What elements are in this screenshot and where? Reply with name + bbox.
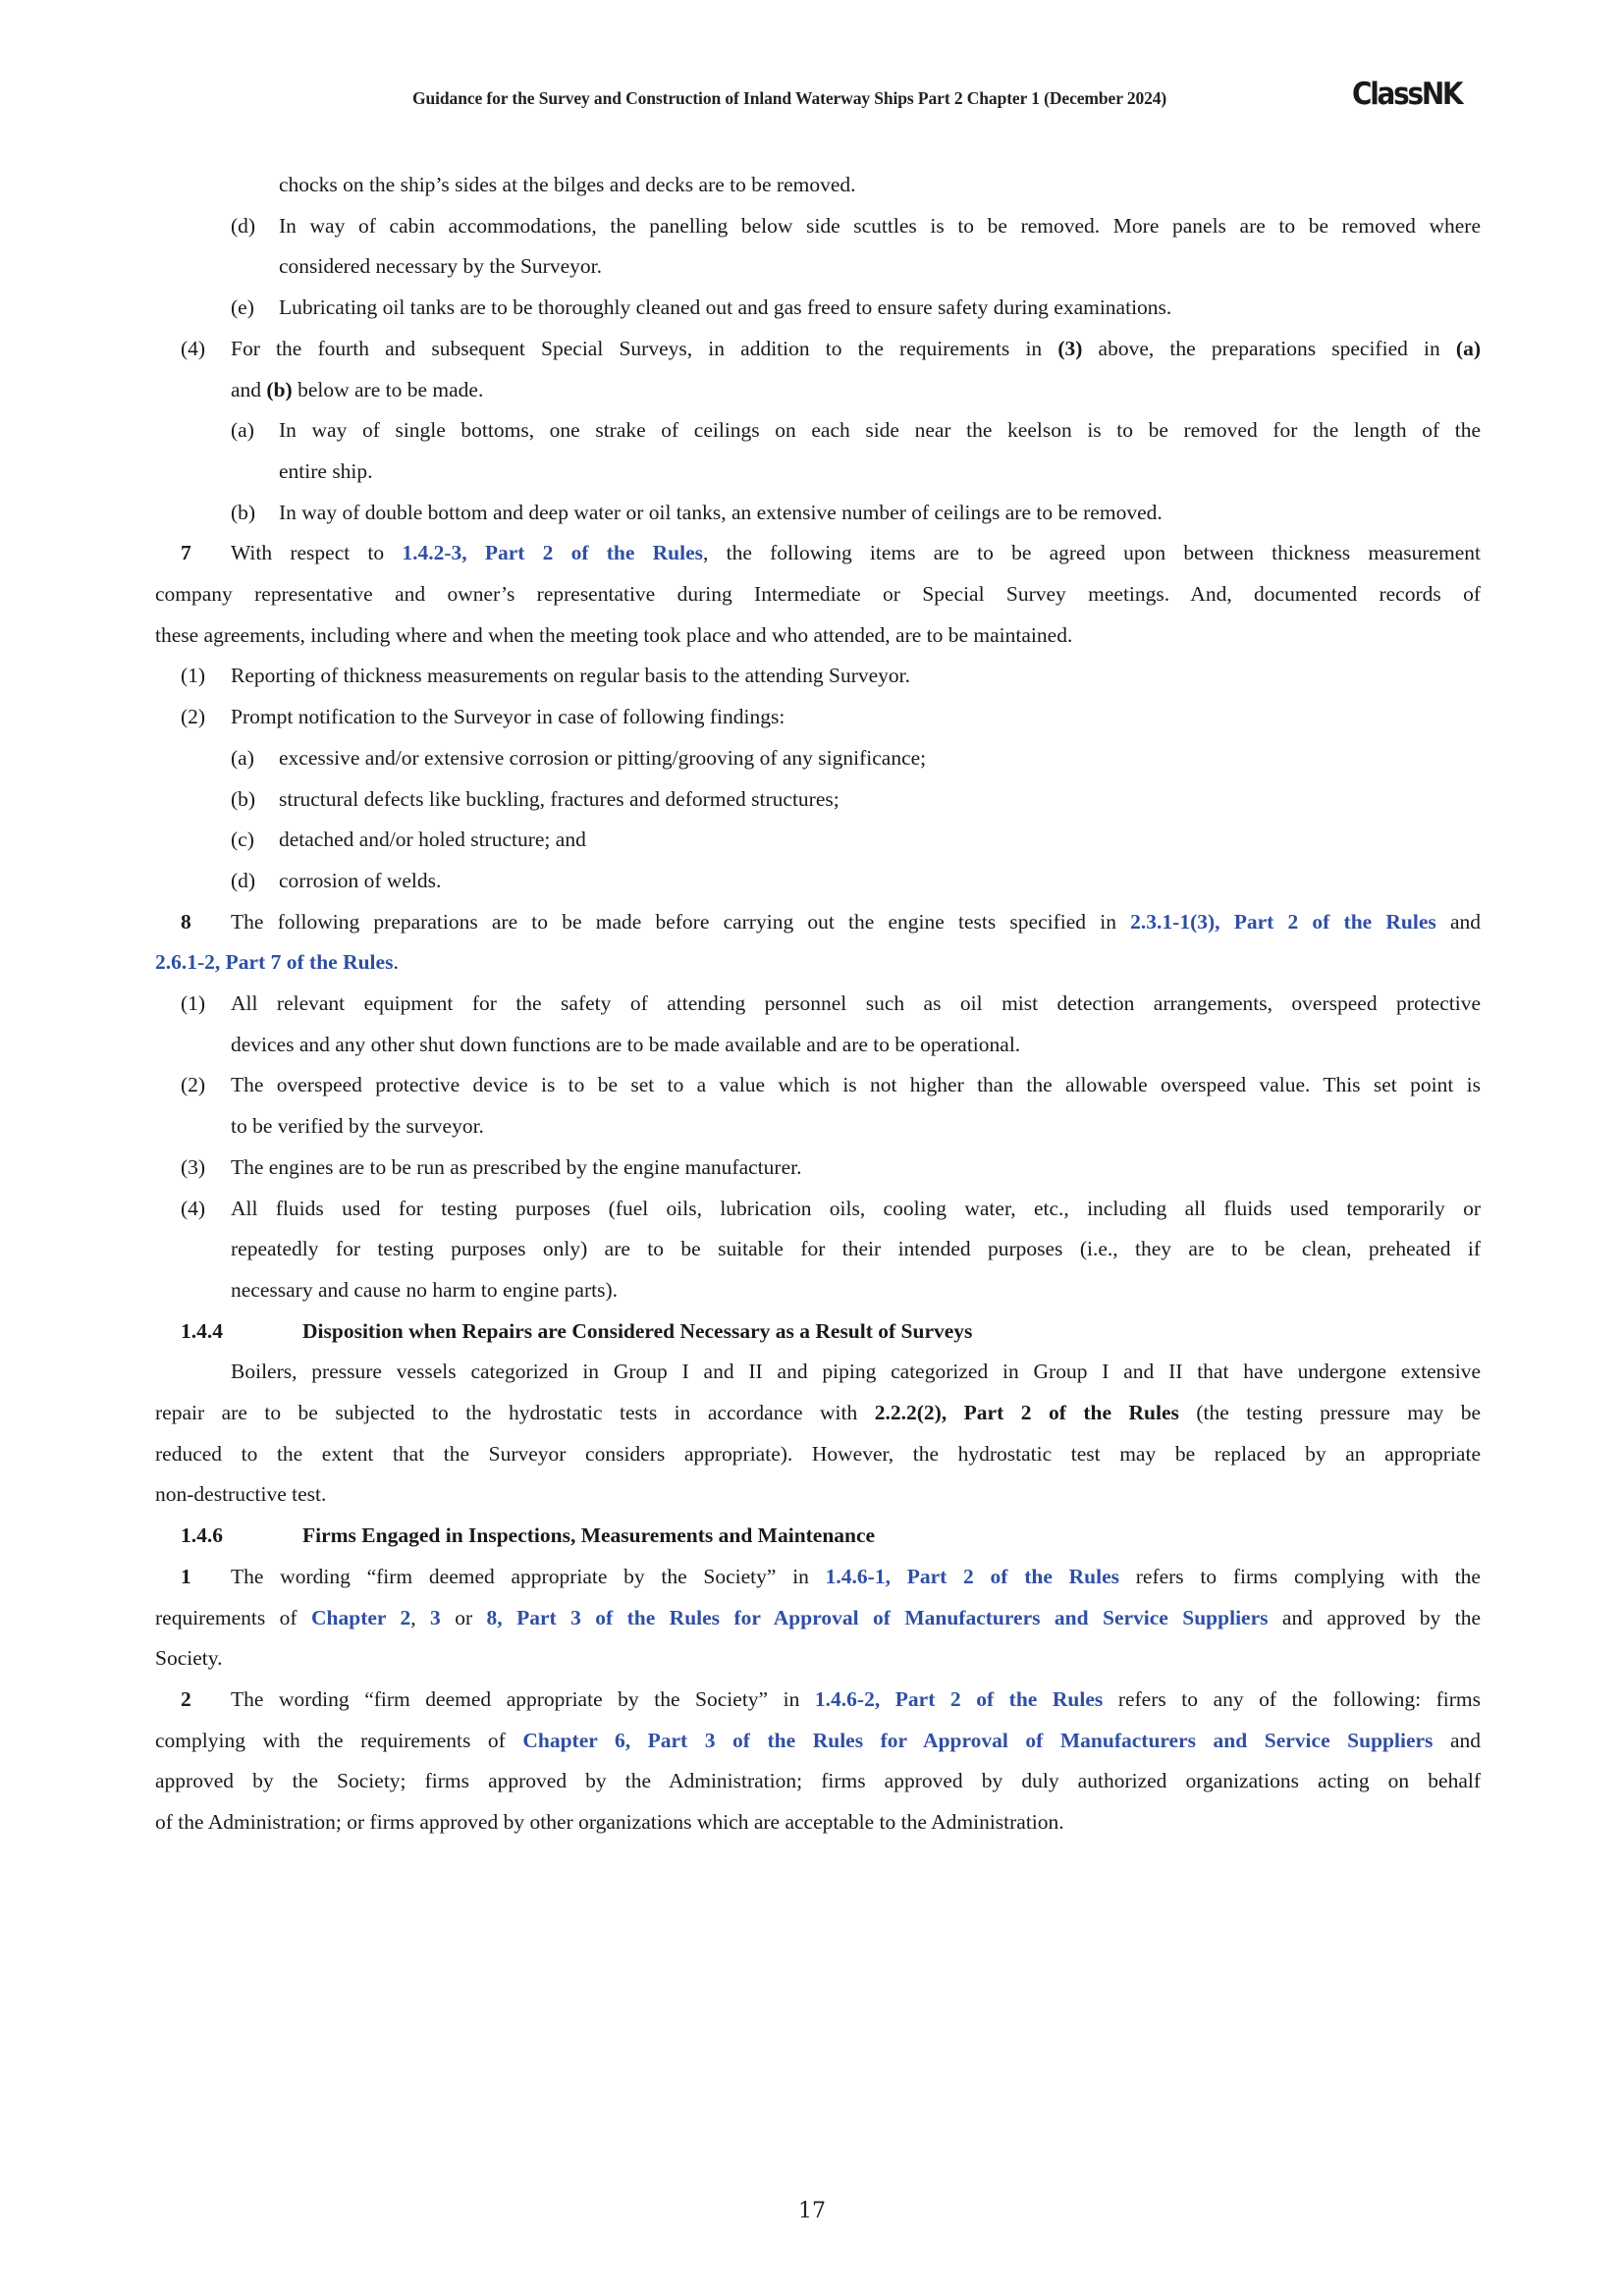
text-line <box>279 251 602 281</box>
text-line <box>302 1521 875 1550</box>
rule-reference-link[interactable]: 1.4.2-3, Part 2 of the Rules <box>402 541 704 565</box>
text-run: non-destructive test. <box>155 1482 327 1507</box>
text-run: In way of double bottom and deep water or oil tanks, an extensive number of ceilings are to be removed. <box>279 500 1163 524</box>
text-line <box>231 1070 1481 1099</box>
text-run: For the fourth and subsequent Special Surveys, in addition to the requirements in <box>231 336 1058 360</box>
text-line <box>155 1603 1481 1632</box>
bold-text: 2.2.2(2), Part 2 of the Rules <box>874 1401 1179 1424</box>
rule-reference-link[interactable]: 2.6.1-2, Part 7 of the Rules <box>155 950 394 975</box>
text-run: chocks on the ship’s sides at the bilges and decks are to be removed. <box>279 173 856 196</box>
bold-text: (a) <box>1455 336 1481 360</box>
text-line <box>231 1562 1481 1591</box>
text-run: detached and/or holed structure; and <box>279 828 586 852</box>
text-line <box>279 784 839 814</box>
list-label: 7 <box>181 541 191 565</box>
list-label: (4) <box>181 1196 206 1220</box>
text-run: (the testing pressure may be <box>1178 1401 1481 1424</box>
bold-text: (3) <box>1057 336 1083 360</box>
text-line <box>279 293 1171 322</box>
text-run: to be verified by the surveyor. <box>231 1114 484 1139</box>
list-label: (4) <box>181 336 206 360</box>
text-line <box>279 211 1481 240</box>
rule-reference-link[interactable]: 1.4.6-1, Part 2 of the Rules <box>825 1564 1119 1588</box>
text-line <box>231 1275 618 1305</box>
text-run: excessive and/or extensive corrosion or pitting/grooving of any significance; <box>279 745 927 770</box>
page-number: 17 <box>798 2199 826 2223</box>
text-run: requirements of <box>155 1605 311 1629</box>
text-run: devices and any other shut down functions are to be made available and are to be operational. <box>231 1032 1021 1056</box>
list-label: (2) <box>181 705 206 729</box>
text-line <box>231 1684 1481 1714</box>
text-run: , the following items are to be agreed upon between thickness measurement <box>703 541 1481 565</box>
text-line <box>155 1726 1481 1755</box>
text-line <box>279 498 1163 527</box>
rule-reference-link[interactable]: Chapter 2 <box>311 1605 411 1629</box>
text-run: or <box>440 1605 487 1629</box>
list-label: (1) <box>181 664 206 688</box>
text-line <box>155 1807 1064 1837</box>
text-line <box>279 456 373 486</box>
text-run: above, the preparations specified in <box>1082 336 1456 360</box>
text-run: of the Administration; or firms approved by other organizations which are acceptable to the Administration. <box>155 1810 1064 1834</box>
list-label: (a) <box>231 745 254 770</box>
text-run: complying with the requirements of <box>155 1728 523 1752</box>
list-label: 1 <box>181 1564 191 1588</box>
text-run: Society. <box>155 1646 223 1671</box>
list-label: (e) <box>231 295 254 320</box>
text-run: With respect to <box>231 541 403 565</box>
text-line <box>231 1357 1481 1386</box>
text-run: considered necessary by the Surveyor. <box>279 254 602 279</box>
text-run: repeatedly for testing purposes only) are to be suitable for their intended purposes (i.e., they are to be clean, preheated if <box>231 1237 1481 1261</box>
text-line <box>231 1111 484 1141</box>
text-run: In way of cabin accommodations, the panelling below side scuttles is to be removed. More panels are to be removed where <box>279 213 1481 238</box>
text-run: structural defects like buckling, fractures and deformed structures; <box>279 786 839 811</box>
list-label: (1) <box>181 991 206 1015</box>
text-line <box>231 1152 801 1182</box>
text-run: . <box>393 950 399 975</box>
text-line <box>231 1234 1481 1263</box>
list-label: (d) <box>231 213 256 238</box>
list-label: (2) <box>181 1073 206 1097</box>
bold-text: (b) <box>266 377 293 401</box>
text-run: and <box>231 377 267 401</box>
text-line <box>231 661 910 690</box>
text-line <box>279 170 856 199</box>
text-run: company representative and owner’s representative during Intermediate or Special Survey meetings. And, documented records of <box>155 582 1481 606</box>
text-line <box>155 1643 222 1673</box>
text-run: refers to firms complying with the <box>1118 1564 1481 1588</box>
text-run: and <box>1435 909 1481 934</box>
text-line <box>155 579 1481 609</box>
list-label: (a) <box>231 418 254 443</box>
text-line <box>231 702 785 731</box>
text-run: entire ship. <box>279 458 373 483</box>
classnk-logo: ClassNK <box>1352 77 1462 112</box>
bold-text: Disposition when Repairs are Considered Necessary as a Result of Surveys <box>302 1318 973 1343</box>
bold-text: Firms Engaged in Inspections, Measurements and Maintenance <box>302 1523 876 1548</box>
list-label: (b) <box>231 786 256 811</box>
text-run: and approved by the <box>1268 1605 1481 1629</box>
text-run: corrosion of welds. <box>279 868 442 892</box>
text-run: The overspeed protective device is to be set to a value which is not higher than the allowable overspeed value. This set point is <box>231 1073 1481 1097</box>
text-line <box>155 1479 326 1509</box>
rule-reference-link[interactable]: 8, Part 3 of the Rules for Approval of Manufacturers and Service Suppliers <box>486 1605 1269 1629</box>
text-run: below are to be made. <box>292 377 484 401</box>
text-line <box>155 1439 1481 1468</box>
list-label: 2 <box>181 1686 191 1711</box>
list-label: (c) <box>231 828 254 852</box>
text-line <box>279 866 441 895</box>
text-run: and <box>1433 1728 1481 1752</box>
text-run: Prompt notification to the Surveyor in case of following findings: <box>231 705 785 729</box>
list-label: (3) <box>181 1154 206 1179</box>
list-label: (d) <box>231 868 256 892</box>
text-line <box>231 1194 1481 1223</box>
text-run: repair are to be subjected to the hydrostatic tests in accordance with <box>155 1401 875 1424</box>
text-run: Lubricating oil tanks are to be thoroughly cleaned out and gas freed to ensure safety during examinations. <box>279 295 1172 320</box>
text-run: Boilers, pressure vessels categorized in Group I and II and piping categorized in Group I and II that have undergone extensive <box>231 1360 1481 1384</box>
rule-reference-link[interactable]: 2.3.1-1(3), Part 2 of the Rules <box>1130 909 1436 934</box>
text-run: , <box>410 1605 431 1629</box>
text-line <box>155 1766 1481 1795</box>
text-run: approved by the Society; firms approved by the Administration; firms approved by duly authorized organizations acting on behalf <box>155 1769 1481 1793</box>
page-header-title: Guidance for the Survey and Construction of Inland Waterway Ships Part 2 Chapter 1 (December 2024) <box>412 88 1167 108</box>
text-run: necessary and cause no harm to engine parts). <box>231 1277 619 1302</box>
text-line <box>302 1316 972 1346</box>
list-label: (b) <box>231 500 256 524</box>
text-line <box>231 988 1481 1018</box>
text-run: The engines are to be run as prescribed by the engine manufacturer. <box>231 1154 802 1179</box>
text-run: All relevant equipment for the safety of attending personnel such as oil mist detection arrangements, overspeed protective <box>231 991 1481 1015</box>
text-run: The wording “firm deemed appropriate by the Society” in <box>231 1686 815 1711</box>
text-run: The wording “firm deemed appropriate by the Society” in <box>231 1564 826 1588</box>
text-line <box>155 620 1072 650</box>
text-run: these agreements, including where and when the meeting took place and who attended, are to be maintained. <box>155 622 1073 647</box>
text-run: All fluids used for testing purposes (fuel oils, lubrication oils, cooling water, etc., including all fluids used temporarily or <box>231 1196 1481 1220</box>
text-line <box>231 334 1481 363</box>
text-line <box>231 907 1481 936</box>
rule-reference-link[interactable]: 1.4.6-2, Part 2 of the Rules <box>814 1686 1104 1711</box>
list-label: 1.4.4 <box>181 1318 223 1343</box>
text-line <box>279 825 586 854</box>
text-line <box>155 947 399 977</box>
text-line <box>279 743 926 773</box>
list-label: 1.4.6 <box>181 1523 223 1548</box>
text-run: In way of single bottoms, one strake of ceilings on each side near the keelson is to be removed for the length of the <box>279 418 1481 443</box>
list-label: 8 <box>181 909 191 934</box>
text-line <box>231 1030 1020 1059</box>
text-run: Reporting of thickness measurements on regular basis to the attending Surveyor. <box>231 664 911 688</box>
rule-reference-link[interactable]: Chapter 6, Part 3 of the Rules for Approval of Manufacturers and Service Suppliers <box>522 1728 1434 1752</box>
text-run: reduced to the extent that the Surveyor considers appropriate). However, the hydrostatic test may be replaced by an appropriate <box>155 1441 1481 1466</box>
text-run: refers to any of the following: firms <box>1103 1686 1481 1711</box>
text-line <box>155 1398 1481 1427</box>
text-line <box>231 538 1481 567</box>
text-run: The following preparations are to be made before carrying out the engine tests specified in <box>231 909 1131 934</box>
text-line <box>231 375 483 404</box>
rule-reference-link[interactable]: 3 <box>430 1605 441 1629</box>
text-line <box>279 415 1481 445</box>
